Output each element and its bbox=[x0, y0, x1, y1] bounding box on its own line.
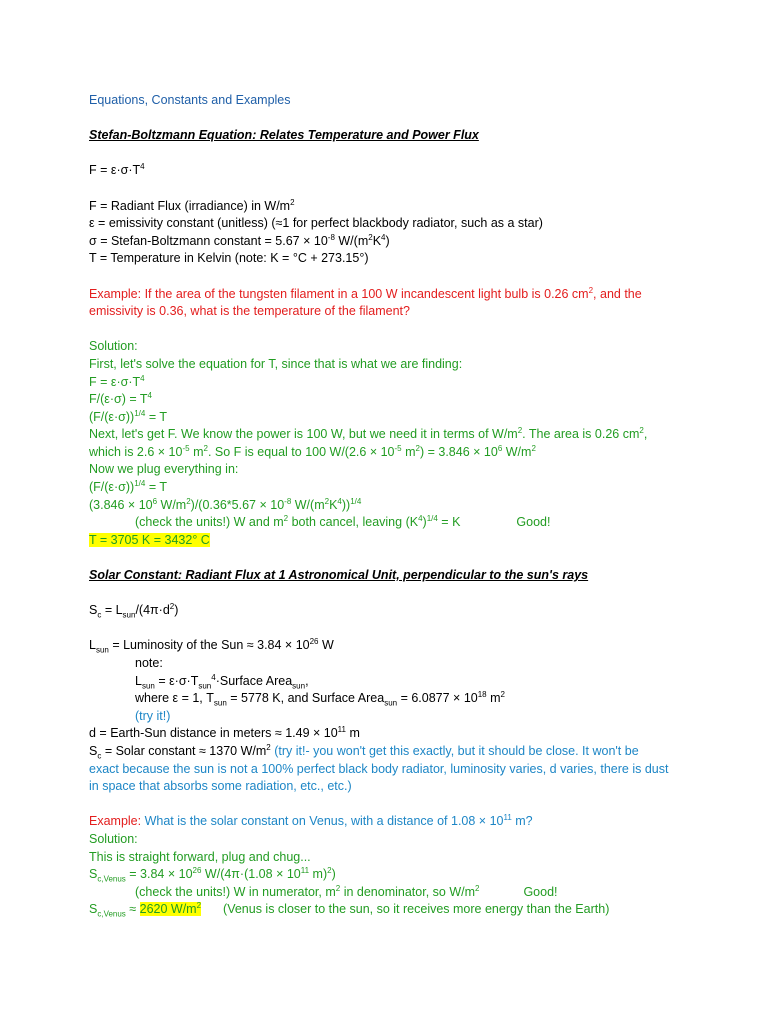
sb-solution-plug: Now we plug everything in: bbox=[89, 462, 239, 477]
sb-solution-eq-2: $F/(\varepsilon\cdot\sigma) = T^4$ bbox=[89, 390, 152, 407]
sb-good-label: Good! bbox=[516, 515, 551, 530]
sb-solution-label: Solution: bbox=[89, 339, 138, 354]
sb-solution-eq-4: $(F/(\varepsilon\cdot\sigma))^{1/4} = T$ bbox=[89, 478, 167, 495]
venus-solution-label: Solution: bbox=[89, 831, 138, 846]
venus-eq-1: $S_{c,Venus} = 3.84 \times 10^{26}$ $W/(4\pi\cdot(1.08 \times 10^{11}$ m)$^2$) bbox=[89, 865, 336, 884]
def-radiant-flux: F = Radiant Flux (irradiance) in $W/m^2$ bbox=[89, 197, 295, 213]
solar-constant-note-2: exact because the sun is not a 100% perfect black body radiator, luminosity varies, d varies, there is dust bbox=[89, 761, 669, 776]
luminosity-formula: $L_{sun}$ = $\varepsilon\cdot\sigma\cdot T_{sun}^4\cdot Surface$ Area$_{sun}$, bbox=[135, 672, 309, 691]
sb-example-line-1: Example: If the area of the tungsten filament in a 100 W incandescent light bulb is 0.26 $cm^2$, and the bbox=[89, 285, 642, 301]
venus-answer-note: (Venus is closer to the sun, so it receives more energy than the Earth) bbox=[223, 902, 610, 917]
def-luminosity: $L_{sun}$ = Luminosity of the Sun ≈ $3.84 \times 10^{26}$ W bbox=[89, 637, 334, 655]
venus-good-label: Good! bbox=[523, 884, 558, 899]
document-title: Equations, Constants and Examples bbox=[89, 93, 291, 107]
def-stefan-boltzmann-constant: σ = Stefan-Boltzmann constant = $5.67 \times 10^{-8}$ $W/(m^2K^4)$ bbox=[89, 232, 390, 248]
sb-answer-highlight: T = 3705 K = 3432° C bbox=[89, 532, 210, 547]
solar-constant-heading: Solar Constant: Radiant Flux at 1 Astronomical Unit, perpendicular to the sun's rays bbox=[89, 568, 589, 583]
venus-answer-highlight: 2620 $W/m^2$ bbox=[139, 901, 202, 917]
sb-solution-next: Next, let's get F. We know the power is 100 W, but we need it in terms of $W/m^2$. The area is 0.26 $cm^2$, bbox=[89, 426, 648, 442]
sb-example-line-2: emissivity is 0.36, what is the temperature of the filament? bbox=[89, 304, 410, 319]
venus-example: Example: What is the solar constant on Venus, with a distance of $1.08 \times 10^{11}$ m? bbox=[89, 813, 533, 829]
venus-answer-line: $S_{c,Venus} \approx 2620$ $W/m^2$ (Venus is closer to the sun, so it receives more energy than the Earth) bbox=[89, 901, 610, 919]
sb-equation: $F = \varepsilon\cdot\sigma\cdot T^4$ bbox=[89, 162, 145, 178]
luminosity-note-label: note: bbox=[135, 656, 163, 670]
sb-solution-which: which is $2.6 \times 10^{-5}$ $m^2$. So F is equal to 100 $W/(2.6 \times 10^{-5}$ $m^2) = 3.846 \times 10^6$ $W/m^2$ bbox=[89, 443, 536, 459]
solar-equation: $S_c = L_{sun}/(4\pi\cdot d^2)$ bbox=[89, 602, 179, 620]
def-emissivity: ε = emissivity constant (unitless) (≈1 for perfect blackbody radiator, such as a star) bbox=[89, 216, 543, 231]
solar-constant-note: (try it!- you won't get this exactly, but it should be close. It won't be bbox=[270, 743, 639, 758]
def-solar-constant: $S_c$ = Solar constant ≈ 1370 $W/m^2$ (try it!- you won't get this exactly, but it should be close. It won't be bbox=[89, 742, 639, 761]
sb-solution-eq-5: ($3.846 \times 10^6$ $W/m^2)/(0.36*5.67 \times 10^{-8}$ $W/(m^2K^4))^{1/4}$ bbox=[89, 496, 362, 512]
luminosity-try-it: (try it!) bbox=[135, 708, 171, 723]
sb-solution-check: (check the units!) W and $m^2$ both cancel, leaving $(K^4)^{1/4} = K$ Good! bbox=[135, 514, 551, 530]
sb-solution-eq-3: $(F/(\varepsilon\cdot\sigma))^{1/4} = T$ bbox=[89, 408, 167, 424]
venus-check: (check the units!) W in numerator, $m^2$ in denominator, so $W/m^2$ Good! bbox=[135, 883, 558, 899]
luminosity-where: where ε = 1, $T_{sun} = 5778$ K, and Surface Area$_{sun}$ = $6.0877 \times 10^{18}$ $m^2$ bbox=[135, 690, 505, 708]
def-earth-sun-distance: d = Earth-Sun distance in meters ≈ $1.49 \times 10^{11}$ m bbox=[89, 725, 360, 741]
def-temperature: T = Temperature in Kelvin (note: K = °C + 273.15°) bbox=[89, 251, 369, 266]
sb-answer-line bbox=[89, 532, 729, 550]
venus-straight-forward: This is straight forward, plug and chug... bbox=[89, 849, 311, 864]
stefan-boltzmann-heading: Stefan-Boltzmann Equation: Relates Temperature and Power Flux bbox=[89, 128, 479, 143]
venus-example-label: Example: bbox=[89, 814, 142, 829]
solar-constant-note-3: in space that absorbs some radiation, etc., etc.) bbox=[89, 779, 352, 794]
sb-solution-first: First, let's solve the equation for T, since that is what we are finding: bbox=[89, 356, 463, 371]
sb-solution-eq-1: $F = \varepsilon\cdot\sigma\cdot T^4$ bbox=[89, 373, 145, 389]
document-page bbox=[89, 92, 729, 919]
